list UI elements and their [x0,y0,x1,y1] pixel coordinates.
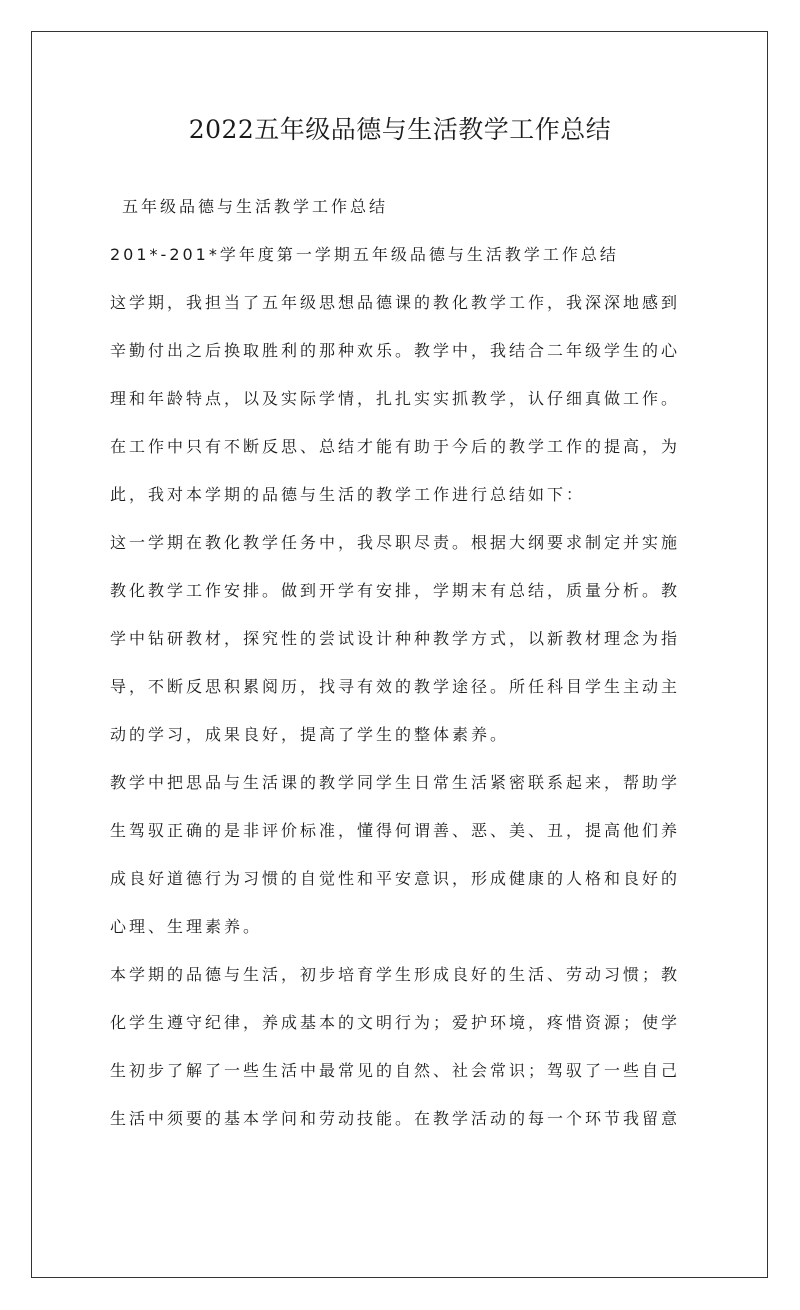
body-line: 成良好道德行为习惯的自觉性和平安意识，形成健康的人格和良好的 [110,869,681,888]
body-line: 辛勤付出之后换取胜利的那种欢乐。教学中，我结合二年级学生的心 [110,341,681,360]
term-heading: 201*-201*学年度第一学期五年级品德与生活教学工作总结 [110,245,619,264]
body-line: 心理、生理素养。 [110,917,263,936]
body-line: 这一学期在教化教学任务中，我尽职尽责。根据大纲要求制定并实施 [110,533,681,552]
body-line: 理和年龄特点，以及实际学情，扎扎实实抓教学，认仔细真做工作。 [110,389,681,408]
document-title: 2022五年级品德与生活教学工作总结 [188,115,612,144]
body-line: 这学期，我担当了五年级思想品德课的教化教学工作，我深深地感到 [110,293,681,312]
body-line: 生活中须要的基本学问和劳动技能。在教学活动的每一个环节我留意 [110,1109,681,1128]
body-line: 生初步了解了一些生活中最常见的自然、社会常识；驾驭了一些自己 [110,1061,681,1080]
body-line: 学中钻研教材，探究性的尝试设计种种教学方式，以新教材理念为指 [110,629,681,648]
body-line: 动的学习，成果良好，提高了学生的整体素养。 [110,725,510,744]
body-line: 教化教学工作安排。做到开学有安排，学期末有总结，质量分析。教 [110,581,681,600]
body-line: 化学生遵守纪律，养成基本的文明行为；爱护环境，疼惜资源；使学 [110,1013,681,1032]
document-subtitle: 五年级品德与生活教学工作总结 [122,197,389,216]
body-line: 在工作中只有不断反思、总结才能有助于今后的教学工作的提高，为 [110,437,681,456]
document-body [110,183,696,1143]
body-line: 教学中把思品与生活课的教学同学生日常生活紧密联系起来，帮助学 [110,773,681,792]
body-line: 导，不断反思积累阅历，找寻有效的教学途径。所任科目学生主动主 [110,677,681,696]
body-line: 此，我对本学期的品德与生活的教学工作进行总结如下： [110,485,586,504]
body-line: 本学期的品德与生活，初步培育学生形成良好的生活、劳动习惯；教 [110,965,681,984]
body-line: 生驾驭正确的是非评价标准，懂得何谓善、恶、美、丑，提高他们养 [110,821,681,840]
